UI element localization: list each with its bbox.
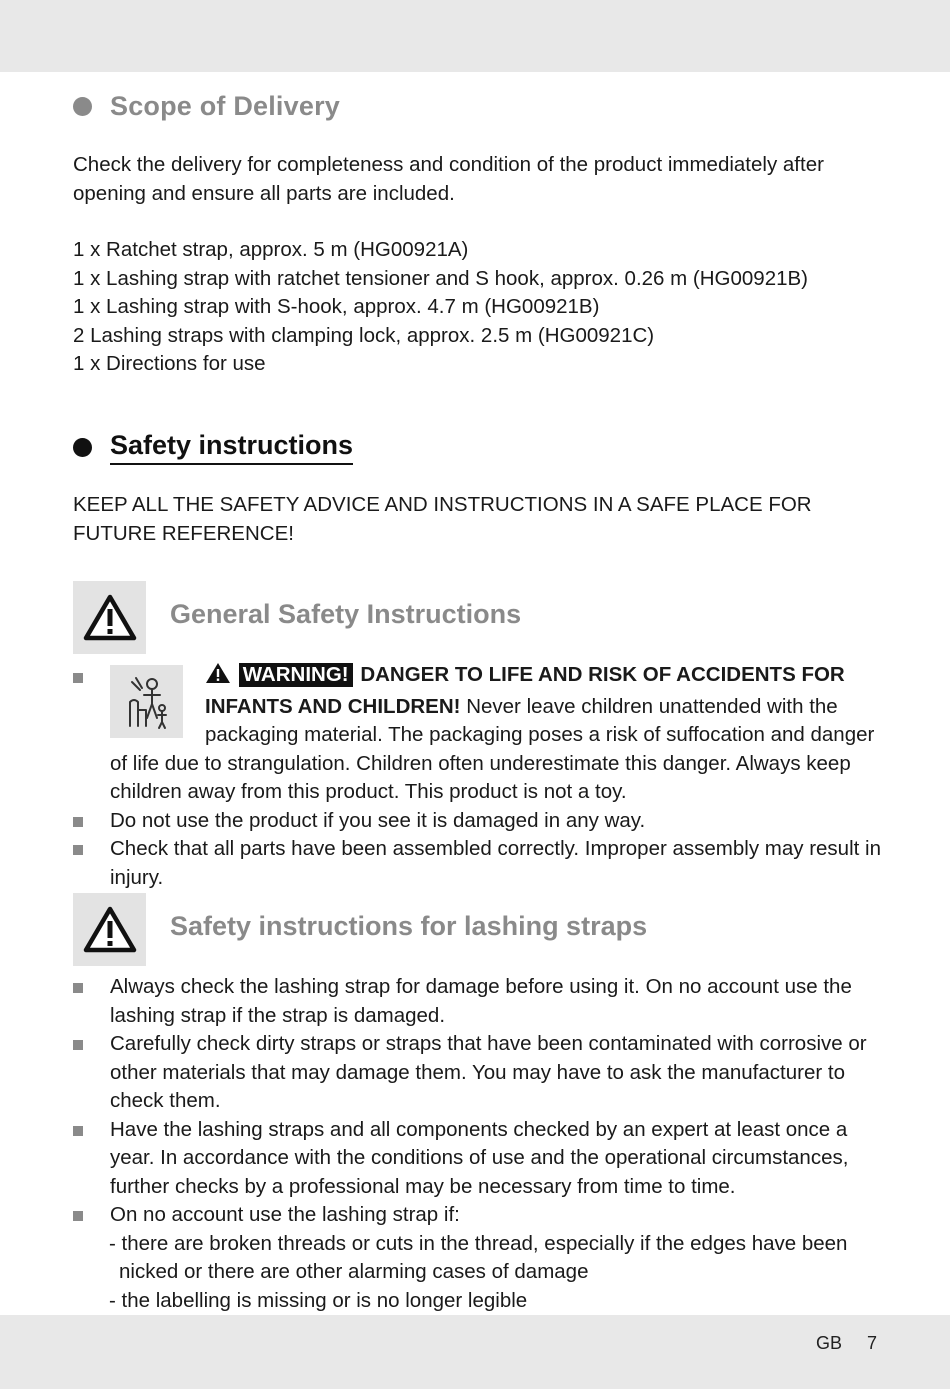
list-item xyxy=(73,807,883,836)
list-item-text: Do not use the product if you see it is damaged in any way. xyxy=(110,808,646,832)
language-code: GB xyxy=(815,1333,842,1353)
square-bullet-icon xyxy=(73,1040,83,1050)
list-item-text: Carefully check dirty straps or straps that have been contaminated with corrosive or other materials that may damage them. You may have to ask the manufacturer to check them. xyxy=(110,1032,867,1112)
list-item xyxy=(73,1201,883,1230)
list-item-text: Have the lashing straps and all components checked by an expert at least once a year. In accordance with the conditions of use and the operational circumstances, further checks by a professional may be necessary from time to time. xyxy=(110,1117,849,1198)
list-item: 1 x Ratchet strap, approx. 5 m (HG00921A) xyxy=(73,238,469,261)
square-bullet-icon xyxy=(73,1211,83,1221)
danger-heading: DANGER TO LIFE AND RISK OF ACCIDENTS FOR INFANTS AND CHILDREN! xyxy=(205,663,845,718)
warning-text: Never leave children unattended with the packaging material. The packaging poses a risk of suffocation and danger of life due to strangulation. Children often underestimate this danger. Always keep children away from this product. This product is not a toy. xyxy=(110,694,875,803)
sub-list-item: - the labelling is missing or is no longer legible xyxy=(109,1288,528,1312)
bullet-dot-icon xyxy=(73,97,92,116)
warning-triangle-icon xyxy=(73,581,146,654)
bottom-band xyxy=(0,1315,950,1389)
square-bullet-icon xyxy=(73,1126,83,1136)
scope-title: Scope of Delivery xyxy=(110,91,340,121)
square-bullet-icon xyxy=(73,673,83,683)
list-item xyxy=(73,835,883,892)
bullet-dot-icon xyxy=(73,438,92,457)
square-bullet-icon xyxy=(73,817,83,827)
general-list xyxy=(73,661,883,892)
top-band xyxy=(0,0,950,72)
lashing-list xyxy=(73,973,883,1315)
warning-item xyxy=(73,661,883,807)
list-item xyxy=(73,973,883,1030)
warning-triangle-icon xyxy=(205,662,231,693)
warning-triangle-icon xyxy=(73,893,146,966)
sub-list-item: - there are broken threads or cuts in the thread, especially if the edges have been nicked or there are other alarming cases of damage xyxy=(109,1231,848,1283)
scope-heading xyxy=(73,91,340,122)
list-item xyxy=(73,1116,883,1202)
list-item-text: Always check the lashing strap for damage before using it. On no account use the lashing strap if the strap is damaged. xyxy=(110,975,852,1027)
list-item-text: On no account use the lashing strap if: xyxy=(110,1203,460,1226)
safety-title: Safety instructions xyxy=(110,430,353,465)
scope-list xyxy=(73,236,893,379)
safety-heading xyxy=(73,430,353,465)
scope-intro: Check the delivery for completeness and condition of the product immediately after opening and ensure all parts are included. xyxy=(73,153,824,205)
list-item: 2 Lashing straps with clamping lock, approx. 2.5 m (HG00921C) xyxy=(73,323,655,347)
child-safety-icon xyxy=(110,665,183,738)
lashing-title: Safety instructions for lashing straps xyxy=(170,911,648,941)
page-footer xyxy=(816,1333,877,1354)
list-item: 1 x Lashing strap with ratchet tensioner and S hook, approx. 0.26 m (HG00921B) xyxy=(73,266,808,290)
list-item xyxy=(73,1030,883,1116)
list-item: 1 x Lashing strap with S-hook, approx. 4.7 m (HG00921B) xyxy=(73,295,600,318)
keep-notice: KEEP ALL THE SAFETY ADVICE AND INSTRUCTIONS IN A SAFE PLACE FOR FUTURE REFERENCE! xyxy=(73,493,812,545)
warning-label: WARNING! xyxy=(239,663,353,687)
square-bullet-icon xyxy=(73,983,83,993)
square-bullet-icon xyxy=(73,845,83,855)
page-number: 7 xyxy=(866,1333,877,1353)
general-title: General Safety Instructions xyxy=(170,599,522,629)
list-item-text: Check that all parts have been assembled correctly. Improper assembly may result in injury. xyxy=(110,837,881,889)
list-item: 1 x Directions for use xyxy=(73,352,266,375)
